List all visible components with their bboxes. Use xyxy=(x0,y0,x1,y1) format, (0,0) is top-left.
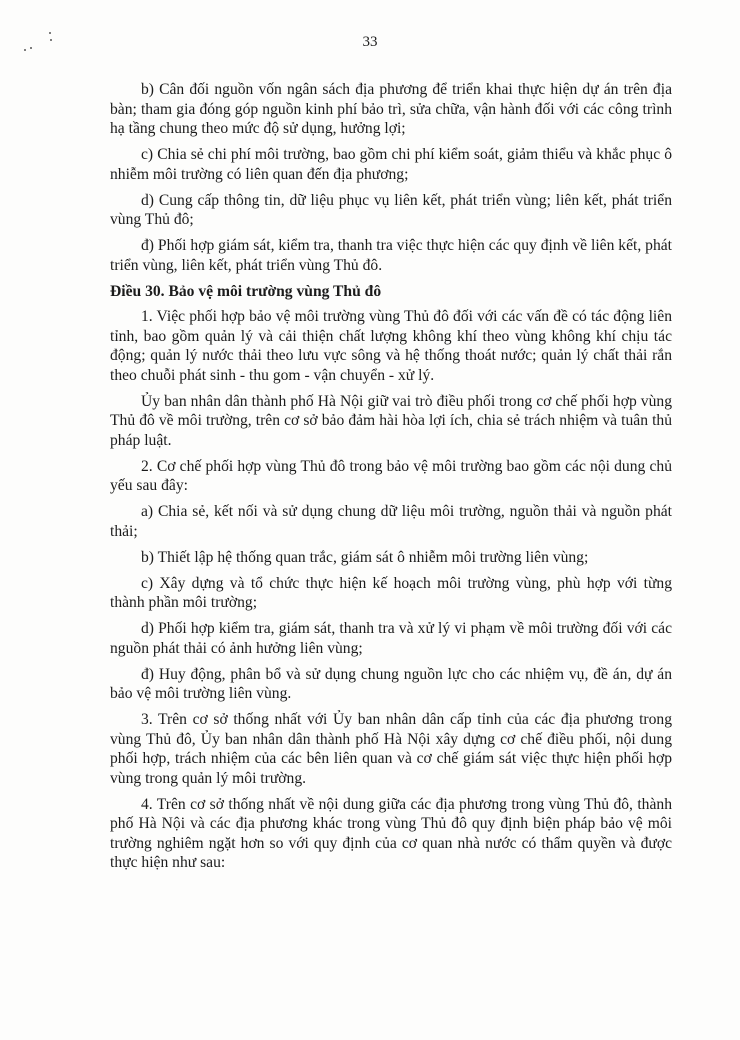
clause-2: 2. Cơ chế phối hợp vùng Thủ đô trong bảo vệ môi trường bao gồm các nội dung chủ yếu sau đây: xyxy=(110,457,672,494)
clause-2-b: b) Thiết lập hệ thống quan trắc, giám sát ô nhiễm môi trường liên vùng; xyxy=(141,548,589,566)
clause-2-c: c) Xây dựng và tổ chức thực hiện kế hoạch môi trường vùng, phù hợp với từng thành phần môi trường; xyxy=(110,574,672,611)
clause-4: 4. Trên cơ sở thống nhất về nội dung giữa các địa phương trong vùng Thủ đô, thành phố Hà Nội và các địa phương khác trong vùng Thủ đô quy định biện pháp bảo vệ môi trường nghiêm ngặt hơn so với quy định của cơ quan nhà nước có thẩm quyền và được thực hiện như sau: xyxy=(110,795,672,871)
clause-3: 3. Trên cơ sở thống nhất với Ủy ban nhân dân cấp tỉnh của các địa phương trong vùng Thủ đô, Ủy ban nhân dân thành phố Hà Nội xây dựng cơ chế điều phối, nội dung phối hợp, trách nhiệm của các bên liên quan và cơ chế giám sát việc thực hiện phối hợp vùng trong quản lý môi trường. xyxy=(110,711,672,787)
paragraph-b: b) Cân đối nguồn vốn ngân sách địa phương để triển khai thực hiện dự án trên địa bàn; tham gia đóng góp nguồn kinh phí bảo trì, sửa chữa, vận hành đối với các công trình hạ tầng chung theo mức độ sử dụng, hưởng lợi; xyxy=(110,81,672,137)
paragraph-dd: đ) Phối hợp giám sát, kiểm tra, thanh tra việc thực hiện các quy định về liên kết, phát triển vùng, liên kết, phát triển vùng Thủ đô. xyxy=(110,237,672,274)
clause-1-coordination: Ủy ban nhân dân thành phố Hà Nội giữ vai trò điều phối trong cơ chế phối hợp vùng Thủ đô về môi trường, trên cơ sở bảo đảm hài hòa lợi ích, chia sẻ trách nhiệm và tuân thủ pháp luật. xyxy=(110,392,672,449)
clause-2-dd: đ) Huy động, phân bổ và sử dụng chung nguồn lực cho các nhiệm vụ, đề án, dự án bảo vệ môi trường liên vùng. xyxy=(110,665,672,702)
paragraph-c: c) Chia sẻ chi phí môi trường, bao gồm chi phí kiểm soát, giảm thiểu và khắc phục ô nhiễm môi trường có liên quan đến địa phương; xyxy=(110,146,672,183)
page-number: 33 xyxy=(362,34,378,50)
clause-2-d: d) Phối hợp kiểm tra, giám sát, thanh tra và xử lý vi phạm về môi trường đối với các nguồn phát thải có ảnh hưởng liên vùng; xyxy=(110,620,672,657)
paragraph-d: d) Cung cấp thông tin, dữ liệu phục vụ liên kết, phát triển vùng; liên kết, phát triển vùng Thủ đô; xyxy=(110,191,672,228)
clause-2-a: a) Chia sẻ, kết nối và sử dụng chung dữ liệu môi trường, nguồn thải và nguồn phát thải; xyxy=(110,503,672,540)
article-heading: Điều 30. Bảo vệ môi trường vùng Thủ đô xyxy=(110,282,382,300)
document-body xyxy=(110,80,672,879)
clause-1: 1. Việc phối hợp bảo vệ môi trường vùng Thủ đô đối với các vấn đề có tác động liên tỉnh, bao gồm quản lý và cải thiện chất lượng không khí theo vùng không khí chịu tác động; quản lý nước thải theo lưu vực sông và hệ thống thoát nước; quản lý chất thải rắn theo chuỗi phát sinh - thu gom - vận chuyển - xử lý. xyxy=(110,308,672,384)
